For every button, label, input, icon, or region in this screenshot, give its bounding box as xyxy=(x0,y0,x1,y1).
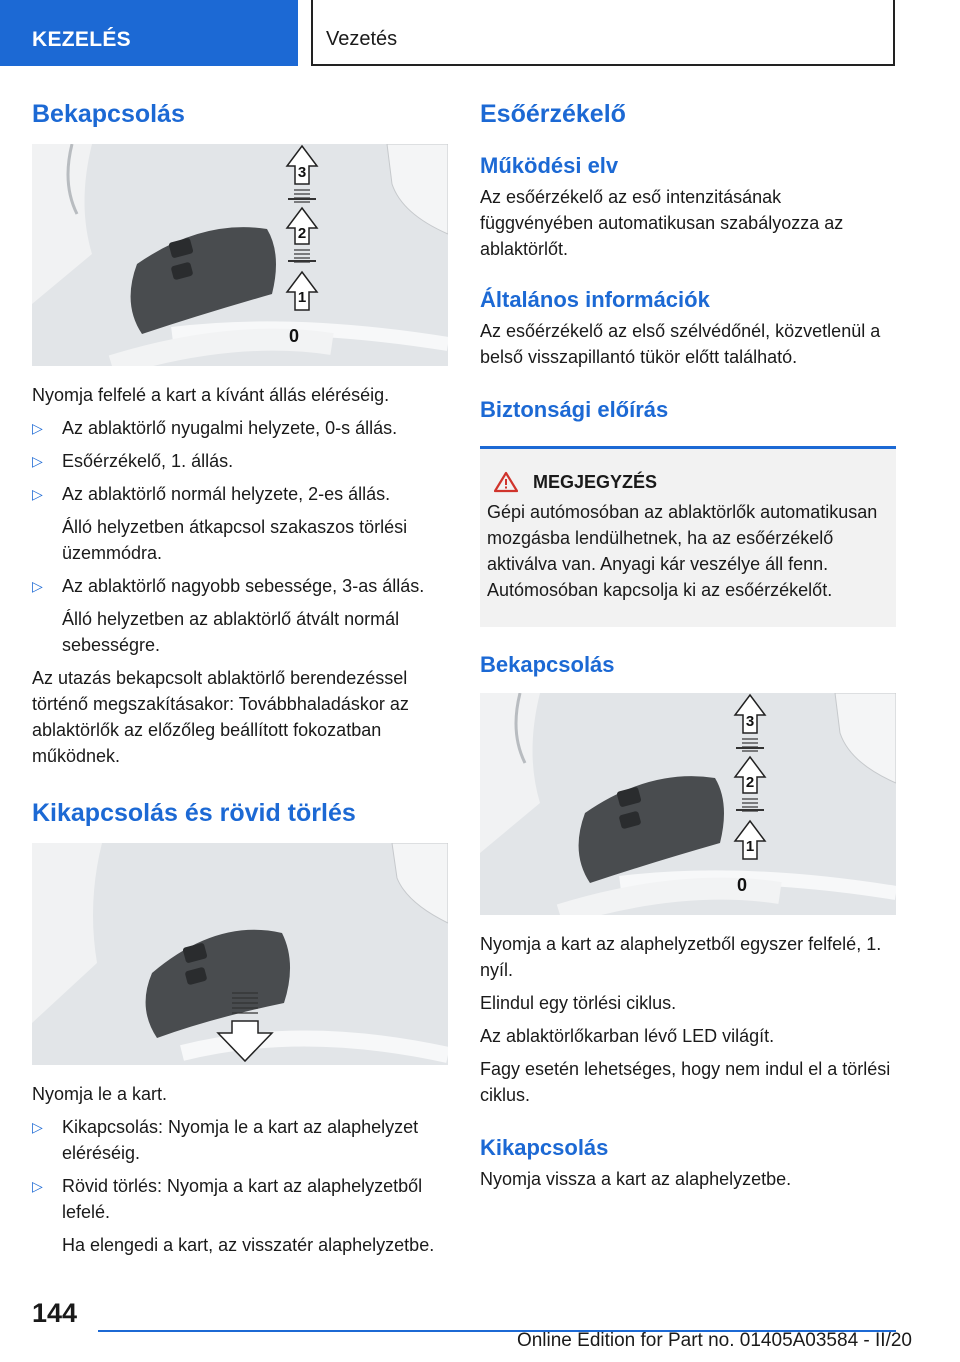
label-pos3: 3 xyxy=(297,164,307,181)
triangle-bullet-icon: ▷ xyxy=(32,1119,43,1135)
rain-on-p1: Nyomja a kart az alaphelyzetből egyszer felfelé, 1. nyíl. xyxy=(480,934,882,980)
heading-principle: Működési elv xyxy=(480,153,619,178)
label-pos1: 1 xyxy=(297,289,307,306)
footer-edition: Online Edition for Part no. 01405A03584 - II/20 xyxy=(516,1330,912,1351)
triangle-bullet-icon: ▷ xyxy=(32,578,43,594)
heading-general-info: Általános információk xyxy=(480,287,710,312)
list-item: ▷ Rövid törlés: Nyomja a kart az alaphelyzetből lefelé. xyxy=(32,1173,448,1225)
list-item: ▷ Esőérzékelő, 1. állás. xyxy=(32,448,448,474)
safety-note xyxy=(480,446,896,627)
heading-rain-sensor: Esőérzékelő xyxy=(480,100,626,128)
triangle-bullet-icon: ▷ xyxy=(32,486,43,502)
label-pos3: 3 xyxy=(745,713,755,730)
section-tab: KEZELÉS xyxy=(0,0,298,66)
heading-rain-off: Kikapcsolás xyxy=(480,1135,609,1160)
triangle-bullet-icon: ▷ xyxy=(32,453,43,469)
list-item: ▷ Az ablaktörlő normál helyzete, 2-es állás. xyxy=(32,481,448,507)
heading-rain-on: Bekapcsolás xyxy=(480,652,615,677)
list-item-note: Álló helyzetben átkapcsol szakaszos törlési üzemmódra. xyxy=(62,517,408,563)
chapter-title: Vezetés xyxy=(311,0,895,66)
list-item: ▷ Az ablaktörlő nyugalmi helyzete, 0-s állás. xyxy=(32,415,448,441)
page-number: 144 xyxy=(32,1298,78,1328)
figure-lever-down xyxy=(32,843,448,1065)
on-outro: Az utazás bekapcsolt ablaktörlő berendezéssel történő megszakításakor: Továbbhaladáskor az ablaktörlők az előzőleg beállított fokozatban működnek. xyxy=(32,668,409,766)
triangle-bullet-icon: ▷ xyxy=(32,420,43,436)
heading-switch-off: Kikapcsolás és rövid törlés xyxy=(32,799,356,827)
label-pos2: 2 xyxy=(745,774,755,791)
general-text: Az esőérzékelő az első szélvédőnél, közvetlenül a belső visszapillantó tükör előtt található. xyxy=(480,321,881,367)
rain-on-p3: Az ablaktörlőkarban lévő LED világít. xyxy=(480,1026,775,1046)
list-item: ▷ Az ablaktörlő nagyobb sebessége, 3-as állás. xyxy=(32,573,448,599)
off-intro: Nyomja le a kart. xyxy=(32,1084,168,1104)
heading-switch-on: Bekapcsolás xyxy=(32,100,185,128)
figure-rain-lever-up xyxy=(480,693,896,915)
rain-on-p2: Elindul egy törlési ciklus. xyxy=(480,993,677,1013)
label-pos1: 1 xyxy=(745,838,755,855)
warning-triangle-icon xyxy=(487,471,525,493)
triangle-bullet-icon: ▷ xyxy=(32,1178,43,1194)
label-pos0: 0 xyxy=(736,875,748,895)
rain-on-p4: Fagy esetén lehetséges, hogy nem indul el a törlési ciklus. xyxy=(480,1059,891,1105)
list-item-note: Álló helyzetben az ablaktörlő átvált normál sebességre. xyxy=(62,609,400,655)
figure-lever-up xyxy=(32,144,448,366)
note-title-row xyxy=(487,471,886,493)
left-column xyxy=(32,98,448,1258)
on-list xyxy=(32,415,448,507)
principle-text: Az esőérzékelő az eső intenzitásának függvényében automatikusan szabályozza az ablaktörlőt. xyxy=(480,187,844,259)
on-list-continued xyxy=(32,573,448,599)
right-column xyxy=(480,98,896,1192)
heading-safety: Biztonsági előírás xyxy=(480,397,669,422)
note-box xyxy=(480,449,896,627)
list-item: ▷ Kikapcsolás: Nyomja le a kart az alaphelyzet eléréséig. xyxy=(32,1114,448,1166)
note-title: MEGJEGYZÉS xyxy=(533,471,658,492)
label-pos2: 2 xyxy=(297,225,307,242)
off-list xyxy=(32,1114,448,1225)
page-header xyxy=(0,0,960,66)
rain-off-text: Nyomja vissza a kart az alaphelyzetbe. xyxy=(480,1169,792,1189)
list-item-note: Ha elengedi a kart, az visszatér alaphelyzetbe. xyxy=(62,1235,435,1255)
note-text: Gépi autómosóban az ablaktörlők automatikusan mozgásba lendülhetnek, ha az esőérzékelő aktiválva van. Anyagi kár veszélye áll fenn. Autómosóban kapcsolja ki az esőérzékelőt. xyxy=(487,502,878,600)
on-intro: Nyomja felfelé a kart a kívánt állás eléréséig. xyxy=(32,385,390,405)
label-pos0: 0 xyxy=(288,326,300,346)
